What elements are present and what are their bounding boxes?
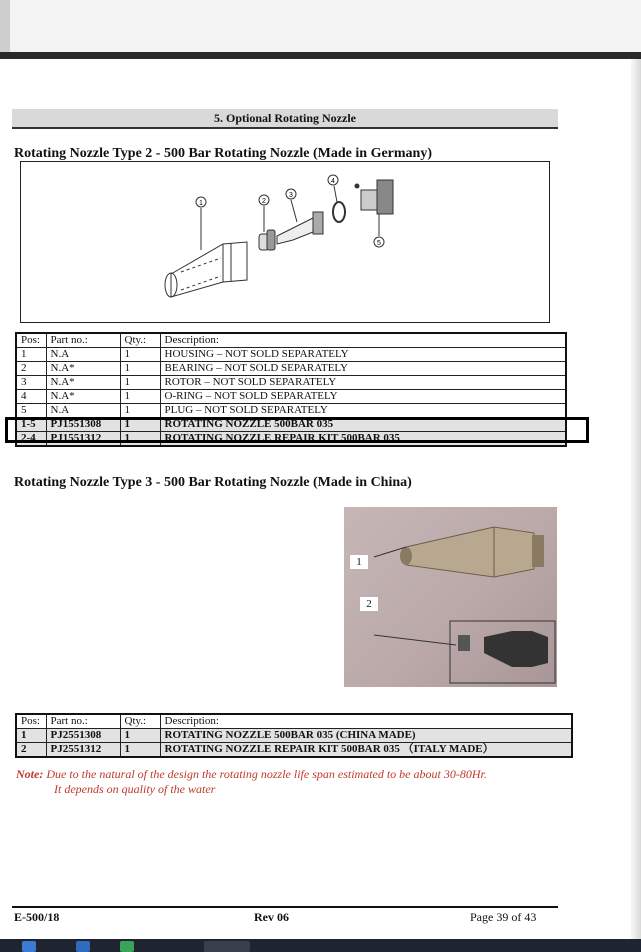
rotor-part [277,212,323,244]
table-row: 2 PJ2551312 1 ROTATING NOZZLE REPAIR KIT 500BAR 035 （ITALY MADE） [16,743,572,758]
svg-text:2: 2 [262,198,266,205]
note-block [16,767,487,797]
footer-revision: Rev 06 [254,910,289,924]
table-row: 4 N.A* 1 O-RING – NOT SOLD SEPARATELY [16,390,566,404]
header-pos: Pos: [16,714,46,729]
table-row: 5 N.A 1 PLUG – NOT SOLD SEPARATELY [16,404,566,418]
table-header-row [16,333,566,348]
document-page [0,59,631,939]
header-description: Description: [160,333,566,348]
app-icon[interactable] [120,941,134,952]
nozzle-exploded-drawing [21,162,549,322]
page-divider [0,52,641,59]
table-row: 2-4 PJ1551312 1 ROTATING NOZZLE REPAIR KIT 500BAR 035 [16,432,566,447]
footer-page-number: Page 39 of 43 [470,910,537,924]
table-row-highlighted: 1-5 PJ1551308 1 ROTATING NOZZLE 500BAR 035 [16,418,566,432]
header-qty: Qty.: [120,333,160,348]
table-row: 3 N.A* 1 ROTOR – NOT SOLD SEPARATELY [16,376,566,390]
note-line-1: Due to the natural of the design the rotating nozzle life span estimated to be about 30-80Hr. [46,767,487,781]
previous-page-edge [0,0,641,52]
table-row: 1 PJ2551308 1 ROTATING NOZZLE 500BAR 035 (CHINA MADE) [16,729,572,743]
section-header: 5. Optional Rotating Nozzle [12,109,558,129]
table-row: 1 N.A 1 HOUSING – NOT SOLD SEPARATELY [16,348,566,362]
note-line-2: It depends on quality of the water [54,782,216,796]
bearing-part [259,230,275,250]
header-pos: Pos: [16,333,46,348]
header-part-no: Part no.: [46,714,120,729]
housing-part [165,242,247,297]
header-part-no: Part no.: [46,333,120,348]
app-icon[interactable] [76,941,90,952]
plug-part [355,180,393,214]
photo-label-1: 1 [350,555,368,569]
type3-parts-table [15,713,573,758]
type2-title: Rotating Nozzle Type 2 - 500 Bar Rotating Nozzle (Made in Germany) [14,146,432,161]
svg-text:3: 3 [289,192,293,199]
active-app-icon[interactable] [204,941,250,952]
exploded-view-diagram [20,161,550,323]
photo-label-2: 2 [360,597,378,611]
nozzle-photo [344,507,557,687]
table-row: 2 N.A* 1 BEARING – NOT SOLD SEPARATELY [16,362,566,376]
svg-text:5: 5 [377,240,381,247]
header-description: Description: [160,714,572,729]
footer-rule [12,906,558,908]
o-ring-part [333,202,345,222]
footer-doc-id: E-500/18 [14,910,60,924]
header-qty: Qty.: [120,714,160,729]
page-shadow [631,59,641,939]
selection-rectangle [5,417,589,443]
type3-title: Rotating Nozzle Type 3 - 500 Bar Rotating Nozzle (Made in China) [14,475,412,490]
table-header-row [16,714,572,729]
note-label: Note: [16,767,44,781]
taskbar [0,939,641,952]
callout-1-label: 1 [199,200,203,207]
svg-text:4: 4 [331,178,335,185]
start-icon[interactable] [22,941,36,952]
